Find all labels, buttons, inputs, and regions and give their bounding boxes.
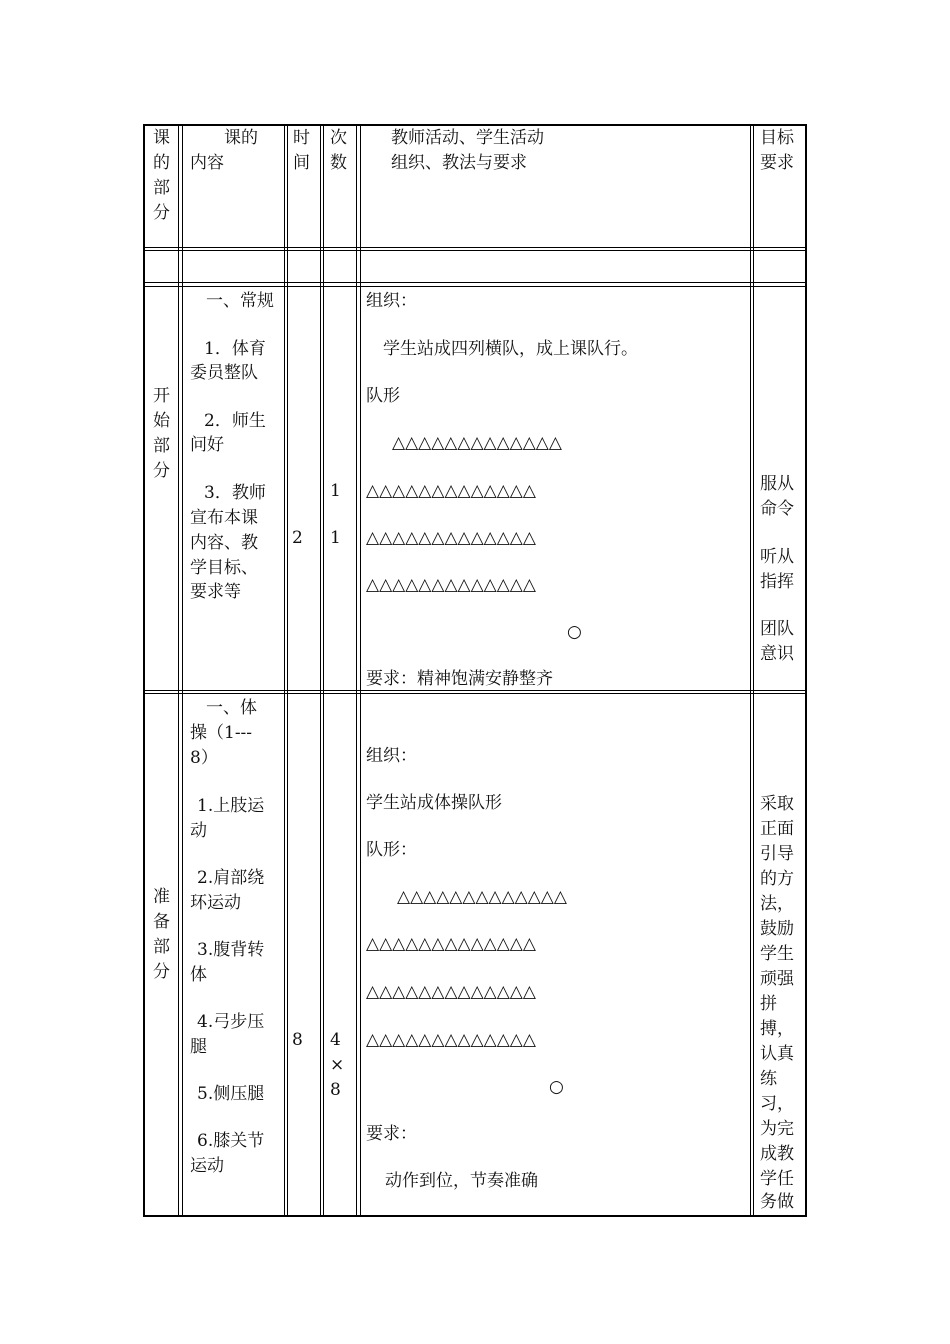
formation-row: △△△△△△△△△△△△△ xyxy=(366,982,536,1002)
formation-row: △△△△△△△△△△△△△ xyxy=(366,481,536,501)
blank-row-divider xyxy=(145,282,805,283)
formation-row: △△△△△△△△△△△△△ xyxy=(366,1030,536,1050)
col-divider-5-inner xyxy=(753,126,754,1215)
start-time: 2 xyxy=(292,528,303,548)
header-divider xyxy=(145,247,805,248)
col-divider-3 xyxy=(320,126,321,1215)
col-divider-1 xyxy=(178,126,179,1215)
col-divider-1-inner xyxy=(182,126,183,1215)
blank-row-divider-inner xyxy=(145,286,805,287)
start-section-divider-inner xyxy=(145,693,805,694)
formation-row: △△△△△△△△△△△△△ xyxy=(366,934,536,954)
col-divider-2-inner xyxy=(287,126,288,1215)
formation-row: △△△△△△△△△△△△△ xyxy=(366,528,536,548)
col-divider-4 xyxy=(356,126,357,1215)
col-divider-3-inner xyxy=(323,126,324,1215)
header-divider-inner xyxy=(145,250,805,251)
formation-row: △△△△△△△△△△△△△ xyxy=(397,887,567,907)
col-divider-5 xyxy=(750,126,751,1215)
prep-time: 8 xyxy=(292,1030,303,1050)
col-divider-4-inner xyxy=(360,126,361,1215)
col-divider-2 xyxy=(284,126,285,1215)
teacher-position-marker: ○ xyxy=(567,622,582,642)
teacher-position-marker: ○ xyxy=(549,1077,564,1097)
formation-row: △△△△△△△△△△△△△ xyxy=(392,433,562,453)
formation-row: △△△△△△△△△△△△△ xyxy=(366,575,536,595)
